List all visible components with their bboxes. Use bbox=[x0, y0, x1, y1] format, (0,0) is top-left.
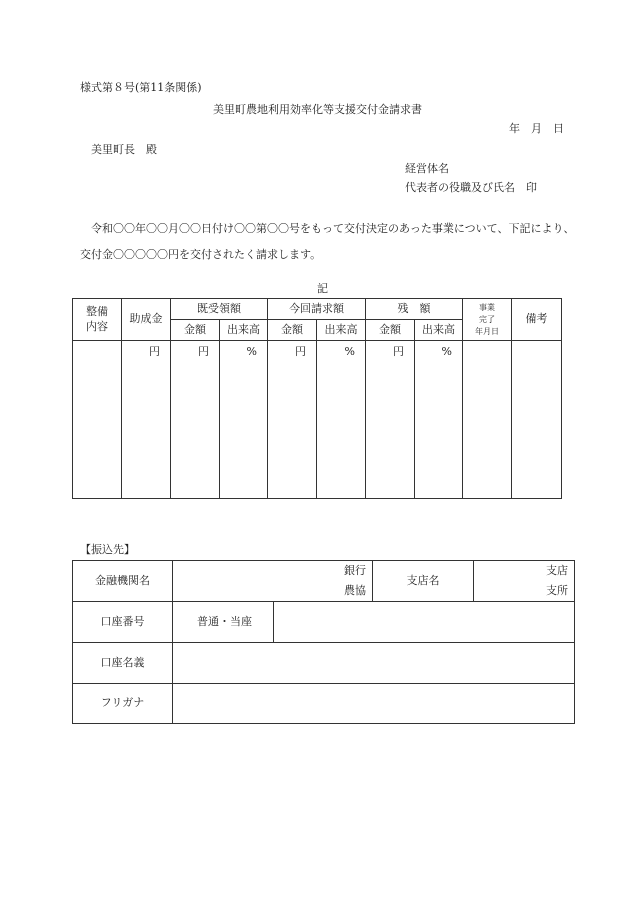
institution-label: 金融機関名 bbox=[73, 561, 173, 602]
cell-current-progress[interactable]: % bbox=[317, 341, 366, 499]
transfer-heading: 【振込先】 bbox=[80, 543, 135, 556]
form-title: 美里町農地利用効率化等支援交付金請求書 bbox=[213, 103, 422, 116]
cell-subsidy[interactable]: 円 bbox=[122, 341, 171, 499]
account-name-label: 口座名義 bbox=[73, 643, 173, 684]
account-number-field[interactable] bbox=[274, 602, 575, 643]
header-current: 今回請求額 bbox=[268, 299, 366, 320]
sub-current-amount: 金額 bbox=[268, 320, 317, 341]
progress-table bbox=[72, 298, 562, 499]
ki-marker: 記 bbox=[317, 282, 328, 295]
cell-remaining-progress[interactable]: % bbox=[415, 341, 463, 499]
form-number: 様式第８号(第11条関係) bbox=[80, 81, 202, 94]
sub-remaining-amount: 金額 bbox=[366, 320, 415, 341]
sub-remaining-progress: 出来高 bbox=[415, 320, 463, 341]
furigana-label: フリガナ bbox=[73, 684, 173, 724]
request-body-text: 令和〇〇年〇〇月〇〇日付け〇〇第〇〇号をもって交付決定のあった事業について、下記により、交付金〇〇〇〇〇円を交付されたく請求します。 bbox=[80, 222, 575, 261]
sub-received-progress: 出来高 bbox=[220, 320, 268, 341]
addressee: 美里町長 殿 bbox=[91, 143, 157, 156]
header-completion-date: 事業 完了 年月日 bbox=[463, 299, 512, 341]
header-content: 整備 内容 bbox=[73, 299, 122, 341]
header-remarks: 備考 bbox=[512, 299, 562, 341]
applicant-org-label: 経営体名 bbox=[405, 162, 449, 175]
branch-label: 支店名 bbox=[373, 561, 474, 602]
date-line: 年 月 日 bbox=[509, 122, 564, 135]
cell-completion-date[interactable] bbox=[463, 341, 512, 499]
branch-suffix: 支店 bbox=[546, 564, 568, 577]
account-number-label: 口座番号 bbox=[73, 602, 173, 643]
branch-office-suffix: 支所 bbox=[546, 584, 568, 597]
branch-name-field[interactable] bbox=[474, 561, 575, 602]
cell-remarks[interactable] bbox=[512, 341, 562, 499]
sub-current-progress: 出来高 bbox=[317, 320, 366, 341]
cell-remaining-amount[interactable]: 円 bbox=[366, 341, 415, 499]
cell-received-progress[interactable]: % bbox=[220, 341, 268, 499]
bank-transfer-table bbox=[72, 560, 575, 724]
header-remaining: 残 額 bbox=[366, 299, 463, 320]
agri-coop-suffix: 農協 bbox=[344, 584, 366, 597]
cell-received-amount[interactable]: 円 bbox=[171, 341, 220, 499]
header-received: 既受領額 bbox=[171, 299, 268, 320]
institution-name-field[interactable] bbox=[173, 561, 373, 602]
sub-received-amount: 金額 bbox=[171, 320, 220, 341]
bank-suffix: 銀行 bbox=[344, 564, 366, 577]
account-type-field[interactable]: 普通・当座 bbox=[173, 602, 274, 643]
header-subsidy: 助成金 bbox=[122, 299, 171, 341]
cell-content[interactable] bbox=[73, 341, 122, 499]
account-name-field[interactable] bbox=[173, 643, 575, 684]
applicant-rep-label: 代表者の役職及び氏名 印 bbox=[405, 181, 537, 194]
furigana-field[interactable] bbox=[173, 684, 575, 724]
cell-current-amount[interactable]: 円 bbox=[268, 341, 317, 499]
